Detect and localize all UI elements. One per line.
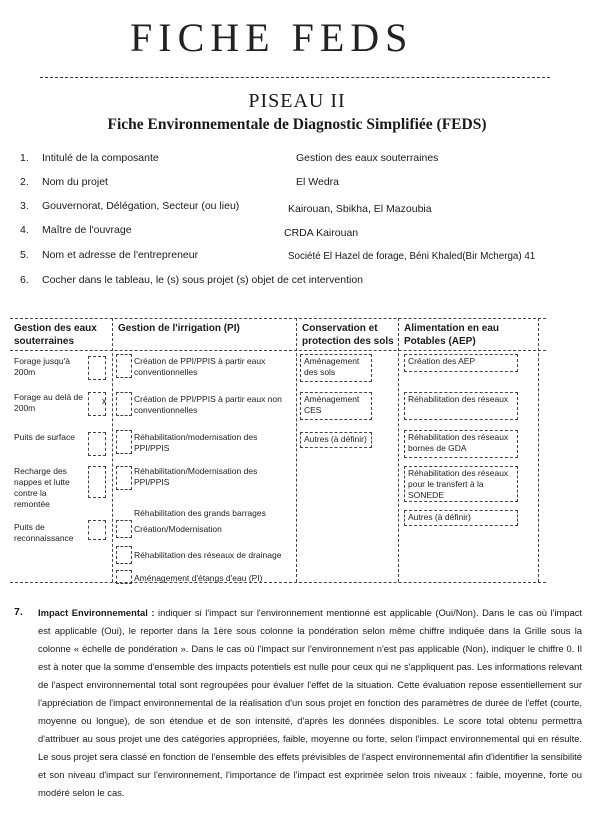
table-cell: Création de PPI/PPIS à partir eaux non conventionnelles	[134, 394, 282, 415]
section-number: 7.	[14, 606, 23, 618]
header-divider	[40, 77, 550, 78]
table-cell: Forage au delà de 200m	[14, 392, 83, 413]
table-cell: Puits de surface	[14, 432, 75, 442]
table-cell: Réhabilitation des réseaux	[408, 394, 509, 404]
field-label: Intitulé de la composante	[42, 152, 159, 164]
field-number: 2.	[20, 176, 29, 188]
table-column-divider	[398, 318, 399, 582]
field-value: Gestion des eaux souterraines	[296, 152, 439, 164]
option-checkbox[interactable]	[88, 466, 106, 498]
column-header-groundwater: Gestion des eaux souterraines	[14, 323, 97, 347]
option-checkbox[interactable]	[116, 570, 132, 584]
table-cell: Réhabilitation/modernisation des PPI/PPIS	[134, 432, 258, 453]
table-cell: Réhabilitation des réseaux de drainage	[134, 550, 282, 560]
table-cell: Création des AEP	[408, 356, 476, 366]
table-header-divider	[10, 350, 546, 351]
checked-mark: x	[102, 396, 107, 406]
table-cell: Autres (à définir)	[304, 434, 367, 444]
table-column-divider	[112, 318, 113, 582]
table-cell: Réhabilitation/Modernisation des PPI/PPIS	[134, 466, 258, 487]
table-cell: Aménagement CES	[304, 394, 360, 415]
column-header-irrigation: Gestion de l'irrigation (PI)	[118, 323, 240, 334]
section-title: Impact Environnemental :	[38, 607, 155, 618]
option-checkbox[interactable]	[116, 392, 132, 416]
table-column-divider	[538, 318, 539, 582]
field-number: 3.	[20, 200, 29, 212]
project-title: PISEAU II	[248, 90, 346, 112]
field-value: El Wedra	[296, 176, 339, 188]
field-number: 1.	[20, 152, 29, 164]
field-number: 4.	[20, 224, 29, 236]
table-cell: Recharge des nappes et lutte contre la remontée	[14, 466, 70, 509]
table-cell: Réhabilitation des réseaux pour le transfert à la SONEDE	[408, 468, 509, 500]
field-value: Kairouan, Sbikha, El Mazoubia	[288, 203, 432, 215]
table-cell: Réhabilitation des réseaux bornes de GDA	[408, 432, 509, 453]
column-header-drinking-water: Alimentation en eau Potables (AEP)	[404, 323, 500, 347]
table-column-divider	[296, 318, 297, 582]
table-top-border	[10, 318, 546, 319]
field-number: 6.	[20, 274, 29, 286]
option-checkbox[interactable]	[116, 466, 132, 490]
table-cell: Réhabilitation des grands barrages	[134, 508, 266, 518]
table-cell: Aménagement d'étangs d'eau (PI)	[134, 573, 263, 583]
option-checkbox[interactable]	[116, 520, 132, 538]
form-subtitle: Fiche Environnementale de Diagnostic Simplifiée (FEDS)	[107, 116, 487, 133]
option-checkbox[interactable]	[88, 520, 106, 540]
option-checkbox[interactable]	[116, 430, 132, 454]
field-label: Cocher dans le tableau, le (s) sous projet (s) objet de cet intervention	[42, 274, 364, 286]
section-body: indiquer si l'impact sur l'environnement mentionné est applicable (Oui/Non). Dans le cas où l'impact est applicable (Oui), le reporter dans la 1ère sous colonne la pondération selon même chiffre indiquée dans la Grille sous la colonne « échelle de pondération ». Dans le cas où l'impact sur l'environnement n'est pas applicable (Non), indiquer le chiffre 0. Il est à noter que la somme d'ensemble des impacts potentiels est nulle pour ceux qui ne s'appliquent pas. Les informations relevant de l'aspect environnemental total sont regroupées pour évaluer l'effet de la situation. Cette évaluation repose essentiellement sur l'appréciation de l'impact environnemental de la réalisation d'un sous projet en fonction des paramètres de durée de l'effet (courte, moyenne ou longue), de son étendue et de son intensité, d'après les données disponibles. Le score total obtenu permettra d'attribuer au sous projet une des catégories appropriées, faible, moyenne ou forte, selon l'impact environnemental qui en résulte. Le sous projet sera classé en fonction de l'ensemble des effets prévisibles de l'aspect environnemental afin d'identifier la sensibilité et son niveau d'impact sur l'environnement, l'importance de l'impact est exprimée selon trois niveaux : faible, moyenne, forte ou modéré selon le cas.	[38, 607, 582, 798]
table-cell: Création de PPI/PPIS à partir eaux conventionnelles	[134, 356, 266, 377]
table-cell: Création/Modernisation	[134, 524, 222, 534]
field-label: Nom et adresse de l'entrepreneur	[42, 249, 199, 261]
field-label: Gouvernorat, Délégation, Secteur (ou lieu)	[42, 200, 240, 212]
table-cell: Forage jusqu'à 200m	[14, 356, 70, 377]
option-checkbox[interactable]	[88, 356, 106, 380]
field-number: 5.	[20, 249, 29, 261]
document-header-title: FICHE FEDS	[130, 15, 414, 60]
option-checkbox[interactable]	[88, 432, 106, 456]
field-value: CRDA Kairouan	[284, 227, 359, 239]
table-cell: Autres (à définir)	[408, 512, 471, 522]
field-value: Société El Hazel de forage, Béni Khaled(Bir Mcherga) 41	[288, 251, 536, 262]
table-cell: Puits de reconnaissance	[14, 522, 74, 543]
option-checkbox[interactable]	[116, 354, 132, 378]
option-checkbox[interactable]	[116, 546, 132, 564]
table-cell: Aménagement des sols	[304, 356, 360, 377]
field-label: Maître de l'ouvrage	[42, 224, 132, 236]
column-header-soil-conservation: Conservation et protection des sols	[302, 323, 394, 347]
field-label: Nom du projet	[42, 176, 108, 188]
impact-paragraph	[38, 604, 582, 802]
